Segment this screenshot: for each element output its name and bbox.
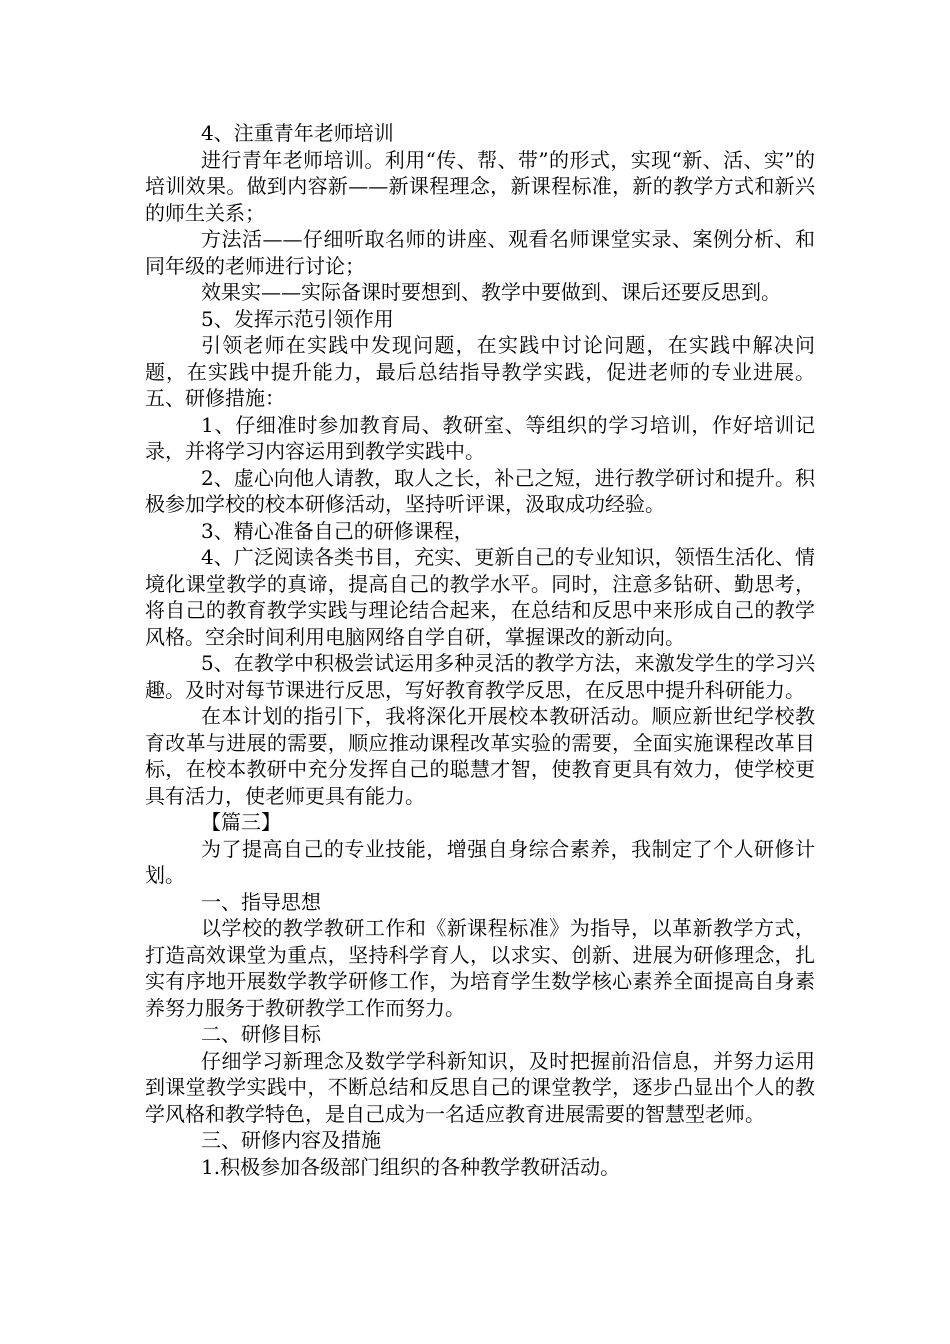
paragraph: 以学校的教学教研工作和《新课程标准》为指导，以革新教学方式，打造高效课堂为重点，坚持科学育人，以求实、创新、进展为研修理念，扎实有序地开展数学教学研修工作，为培育学生数学核心素养全面提高自身素养努力服务于教研教学工作而努力。 (145, 916, 815, 1020)
list-item: 1、仔细准时参加教育局、教研室、等组织的学习培训，作好培训记录，并将学习内容运用到教学实践中。 (145, 412, 815, 463)
heading-demonstration-role: 5、发挥示范引领作用 (201, 306, 394, 331)
paragraph: 效果实——实际备课时要想到、教学中要做到、课后还要反思到。 (201, 280, 781, 304)
paragraph: 进行青年老师培训。利用“传、帮、带”的形式，实现“新、活、实”的培训效果。做到内容新——新课程理念，新课程标准，新的教学方式和新兴的师生关系； (145, 147, 815, 225)
list-item: 5、在教学中积极尝试运用多种灵活的教学方法，来激发学生的学习兴趣。及时对每节课进行反思，写好教育教学反思，在反思中提升科研能力。 (145, 651, 815, 702)
list-item: 3、精心准备自己的研修课程， (201, 518, 474, 543)
list-item: 2、虚心向他人请教，取人之长，补己之短，进行教学研讨和提升。积极参加学校的校本研修活动，坚持听评课，汲取成功经验。 (145, 465, 815, 516)
paragraph: 方法活——仔细听取名师的讲座、观看名师课堂实录、案例分析、和同年级的老师进行讨论； (145, 227, 815, 278)
paragraph: 引领老师在实践中发现问题，在实践中讨论问题，在实践中解决问题，在实践中提升能力，最后总结指导教学实践，促进老师的专业进展。五、研修措施： (145, 333, 815, 410)
list-item: 1.积极参加各级部门组织的各种教学教研活动。 (201, 1154, 621, 1179)
document-body (145, 120, 815, 1180)
heading-training-goals: 二、研修目标 (201, 1022, 321, 1046)
heading-guiding-ideology: 一、指导思想 (201, 889, 321, 914)
list-item: 4、广泛阅读各类书目，充实、更新自己的专业知识，领悟生活化、情境化课堂教学的真谛，提高自己的教学水平。同时，注意多钻研、勤思考，将自己的教育教学实践与理论结合起来，在总结和反思中来形成自己的教学风格。空余时间利用电脑网络自学自研，掌握课改的新动向。 (145, 545, 815, 649)
paragraph: 为了提高自己的专业技能，增强自身综合素养，我制定了个人研修计划。 (145, 836, 815, 887)
heading-train-young-teachers: 4、注重青年老师培训 (201, 121, 394, 145)
paragraph: 在本计划的指引下，我将深化开展校本教研活动。顺应新世纪学校教育改革与进展的需要，顺应推动课程改革实验的需要，全面实施课程改革目标，在校本教研中充分发挥自己的聪慧才智，使教育更具有效力，使学校更具有活力，使老师更具有能力。 (145, 704, 815, 808)
paragraph: 仔细学习新理念及数学学科新知识，及时把握前沿信息，并努力运用到课堂教学实践中，不断总结和反思自己的课堂教学，逐步凸显出个人的教学风格和教学特色，是自己成为一名适应教育进展需要的智慧型老师。 (145, 1048, 815, 1126)
section-title-part-three: 【篇三】 (201, 810, 281, 834)
heading-content-and-measures: 三、研修内容及措施 (201, 1128, 381, 1152)
